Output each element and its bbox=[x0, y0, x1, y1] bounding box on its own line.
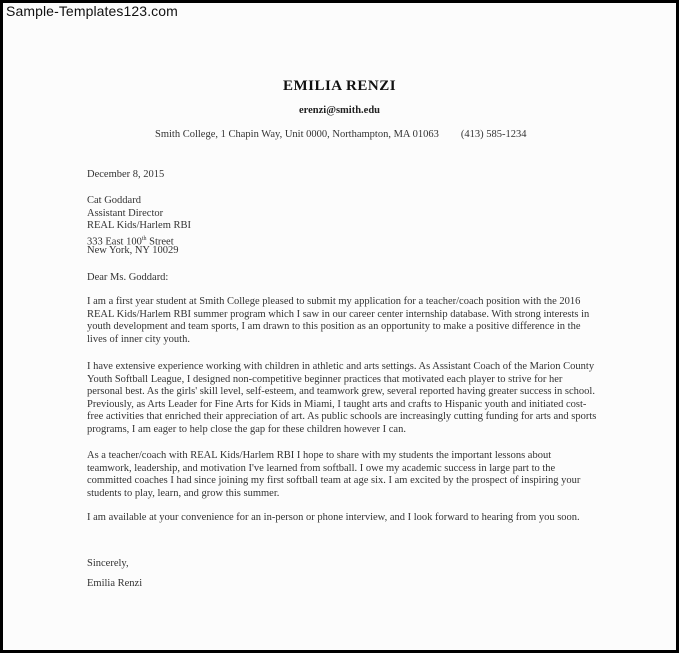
street-suffix: th bbox=[141, 235, 147, 242]
body-paragraph: I am a first year student at Smith College pleased to submit my application for a teacher/coach position with the 2016 REAL Kids/Harlem RBI summer program which I saw in our career center internship database. With strong interests in youth development and team sports, I am drawn to this position as an opportunity to make a positive difference in the lives of inner city youth. bbox=[87, 296, 590, 345]
salutation: Dear Ms. Goddard: bbox=[87, 272, 169, 283]
body-paragraph: As a teacher/coach with REAL Kids/Harlem RBI I hope to share with my students the important lessons about teamwork, leadership, and motivation I've learned from softball. I owe my academic success in large part to the committed coaches I had since joining my first softball team at age six. I am excited by the prospect of inspiring your students to play, learn, and grow this summer. bbox=[87, 450, 581, 499]
sender-email: erenzi@smith.edu bbox=[298, 105, 381, 116]
sender-name: EMILIA RENZI bbox=[282, 78, 397, 94]
sender-contact bbox=[155, 129, 526, 140]
recipient-organization: REAL Kids/Harlem RBI bbox=[87, 220, 192, 232]
recipient-block bbox=[87, 195, 191, 258]
watermark: Sample-Templates123.com bbox=[6, 3, 178, 19]
body-paragraph: I am available at your convenience for an in-person or phone interview, and I look forward to hearing from you soon. bbox=[87, 512, 580, 523]
recipient-title: Assistant Director bbox=[87, 207, 164, 219]
street-number: 333 East 100 bbox=[87, 236, 142, 248]
closing: Sincerely, bbox=[87, 558, 129, 569]
recipient-street bbox=[87, 233, 191, 246]
body-paragraph: I have extensive experience working with children in athletic and arts settings. As Assistant Coach of the Marion County Youth Softball League, I designed non-competitive beginner practices that motivated each player to strive for her personal best. As the girls' skill level, self-esteem, and teamwork grew, several reported having greater success in school. Previously, as Arts Leader for Fine Arts for Kids in Miami, I taught arts and crafts to Hispanic youth and initiated cost-free activities that enriched their appreciation of art. As public schools are increasingly cutting funding for arts and sports programs, I am eager to help close the gap for these children however I can. bbox=[87, 361, 597, 435]
letter-date: December 8, 2015 bbox=[87, 169, 165, 180]
sender-address: Smith College, 1 Chapin Way, Unit 0000, Northampton, MA 01063 bbox=[155, 129, 439, 140]
sender-phone: (413) 585-1234 bbox=[460, 129, 527, 140]
recipient-city: New York, NY 10029 bbox=[87, 245, 179, 257]
signature: Emilia Renzi bbox=[87, 578, 143, 589]
recipient-name: Cat Goddard bbox=[87, 195, 141, 206]
street-name: Street bbox=[146, 236, 174, 248]
